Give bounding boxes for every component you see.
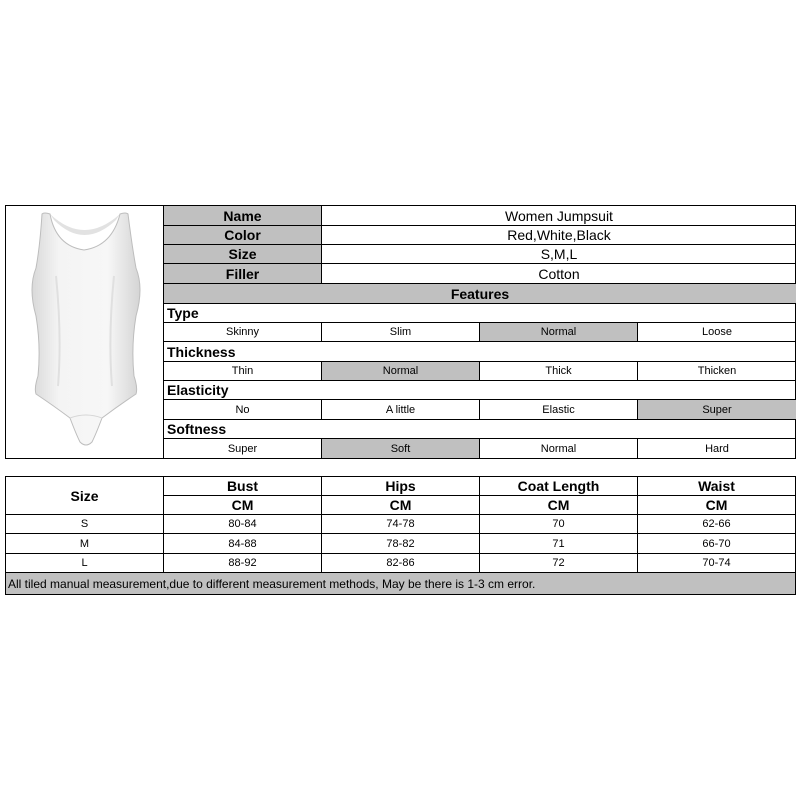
table-row [6,554,795,573]
color-value: Red,White,Black [507,227,611,243]
feature-section-elasticity [164,381,796,400]
feature-label-softness: Softness [167,421,227,437]
product-photo [6,206,164,458]
value-cell: 66-70 [702,537,731,550]
feature-option: Elastic [480,400,638,419]
feature-option: Super [164,439,322,458]
value-cell: 78-82 [322,534,480,553]
unit-label: CM [480,496,638,514]
value-cell: 82-86 [322,554,480,572]
filler-row [164,264,796,284]
value-cell: 74-78 [322,515,480,533]
feature-options-thickness [164,362,796,381]
feature-option-selected: Normal [322,362,480,380]
value-cell: 84-88 [164,534,322,553]
filler-label: Filler [164,264,322,283]
feature-option: Thicken [697,365,737,377]
unit-label: CM [164,496,322,514]
size-cell: S [6,515,164,533]
color-label: Color [164,226,322,244]
feature-option: A little [322,400,480,419]
table-row [6,515,795,534]
feature-option: Normal [480,439,638,458]
column-header-bust: Bust [164,477,322,495]
column-header-coat-length: Coat Length [480,477,638,495]
feature-option-selected: Super [638,400,796,419]
feature-label-elasticity: Elasticity [167,382,229,398]
size-value: S,M,L [540,246,578,262]
value-cell: 62-66 [702,518,731,530]
value-cell: 71 [480,534,638,553]
feature-section-thickness [164,342,796,362]
size-row [164,245,796,264]
column-header-waist: Waist [698,478,735,494]
feature-option-selected: Normal [480,323,638,341]
unit-label: CM [322,496,480,514]
feature-option: Thick [480,362,638,380]
size-cell: L [6,554,164,572]
value-cell: 80-84 [164,515,322,533]
column-header-hips: Hips [322,477,480,495]
feature-option-selected: Soft [322,439,480,458]
measurement-note: All tiled manual measurement,due to different measurement methods, May be there is 1-3 cm error. [8,576,536,591]
value-cell: 72 [480,554,638,572]
size-chart-unit-row [164,496,795,515]
filler-value: Cotton [538,265,580,282]
feature-label-thickness: Thickness [167,343,236,360]
features-header-row [164,284,796,304]
feature-options-softness [164,439,796,458]
feature-option: Slim [322,323,480,341]
size-cell: M [6,534,164,553]
size-chart-table [5,476,796,595]
feature-option: Loose [702,326,732,338]
feature-option: Thin [164,362,322,380]
name-row [164,206,796,226]
unit-label: CM [705,497,728,513]
name-label: Name [164,206,322,225]
color-row [164,226,796,245]
size-chart-header-row [164,477,795,496]
table-row [6,534,795,554]
feature-option: No [164,400,322,419]
value-cell: 88-92 [164,554,322,572]
name-value: Women Jumpsuit [505,207,613,224]
feature-label-type: Type [167,305,199,321]
feature-section-type [164,304,796,323]
product-info-table [5,205,796,459]
measurement-note-row [6,573,795,594]
value-cell: 70-74 [702,557,731,569]
feature-option: Skinny [164,323,322,341]
bodysuit-image [6,206,164,458]
feature-options-type [164,323,796,342]
features-title: Features [164,284,796,303]
size-label: Size [164,245,322,263]
feature-options-elasticity [164,400,796,420]
value-cell: 70 [480,515,638,533]
size-column-header: Size [6,477,164,515]
feature-section-softness [164,420,796,439]
feature-option: Hard [705,442,729,455]
